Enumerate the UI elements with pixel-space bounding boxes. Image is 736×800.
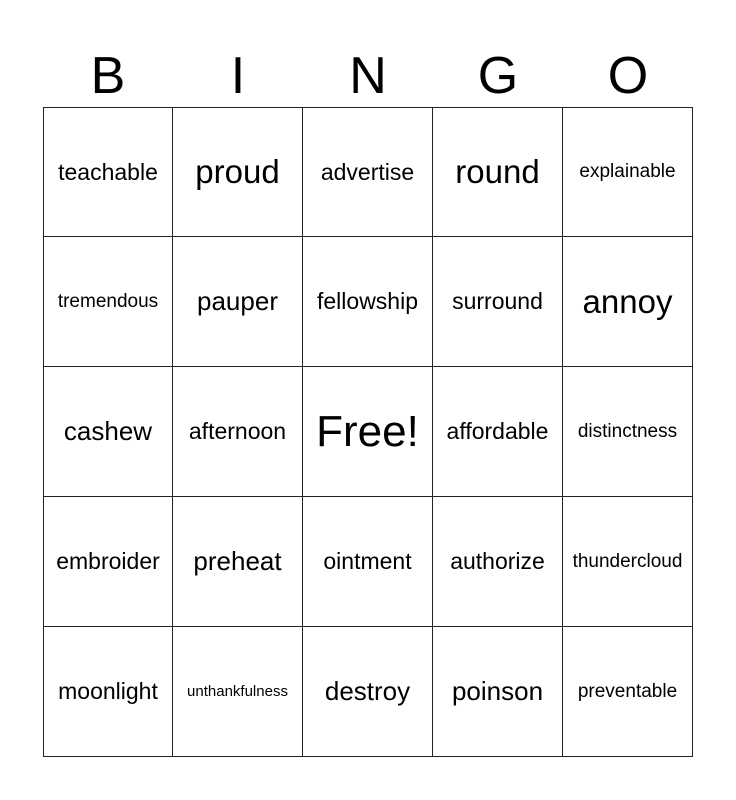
bingo-cell[interactable]: affordable: [433, 367, 563, 497]
bingo-cell[interactable]: unthankfulness: [173, 627, 303, 757]
bingo-cell[interactable]: tremendous: [43, 237, 173, 367]
bingo-cell[interactable]: preheat: [173, 497, 303, 627]
bingo-header: [43, 44, 693, 108]
header-letter-b: B: [90, 47, 126, 105]
bingo-cell[interactable]: advertise: [303, 107, 433, 237]
free-space-cell[interactable]: Free!: [303, 367, 433, 497]
bingo-board: [43, 107, 693, 757]
header-letter-i: I: [230, 47, 246, 105]
bingo-cell[interactable]: teachable: [43, 107, 173, 237]
bingo-cell[interactable]: fellowship: [303, 237, 433, 367]
bingo-cell[interactable]: moonlight: [43, 627, 173, 757]
bingo-cell[interactable]: pauper: [173, 237, 303, 367]
bingo-cell[interactable]: thundercloud: [563, 497, 693, 627]
header-letter-o: O: [607, 47, 649, 105]
bingo-cell[interactable]: preventable: [563, 627, 693, 757]
bingo-cell[interactable]: surround: [433, 237, 563, 367]
bingo-cell[interactable]: ointment: [303, 497, 433, 627]
header-letter-n: N: [349, 47, 387, 105]
bingo-cell[interactable]: cashew: [43, 367, 173, 497]
bingo-cell[interactable]: poinson: [433, 627, 563, 757]
bingo-cell[interactable]: annoy: [563, 237, 693, 367]
bingo-cell[interactable]: round: [433, 107, 563, 237]
bingo-cell[interactable]: proud: [173, 107, 303, 237]
bingo-cell[interactable]: authorize: [433, 497, 563, 627]
bingo-cell[interactable]: explainable: [563, 107, 693, 237]
bingo-cell[interactable]: embroider: [43, 497, 173, 627]
header-letter-g: G: [477, 47, 519, 105]
bingo-cell[interactable]: afternoon: [173, 367, 303, 497]
bingo-cell[interactable]: distinctness: [563, 367, 693, 497]
bingo-cell[interactable]: destroy: [303, 627, 433, 757]
